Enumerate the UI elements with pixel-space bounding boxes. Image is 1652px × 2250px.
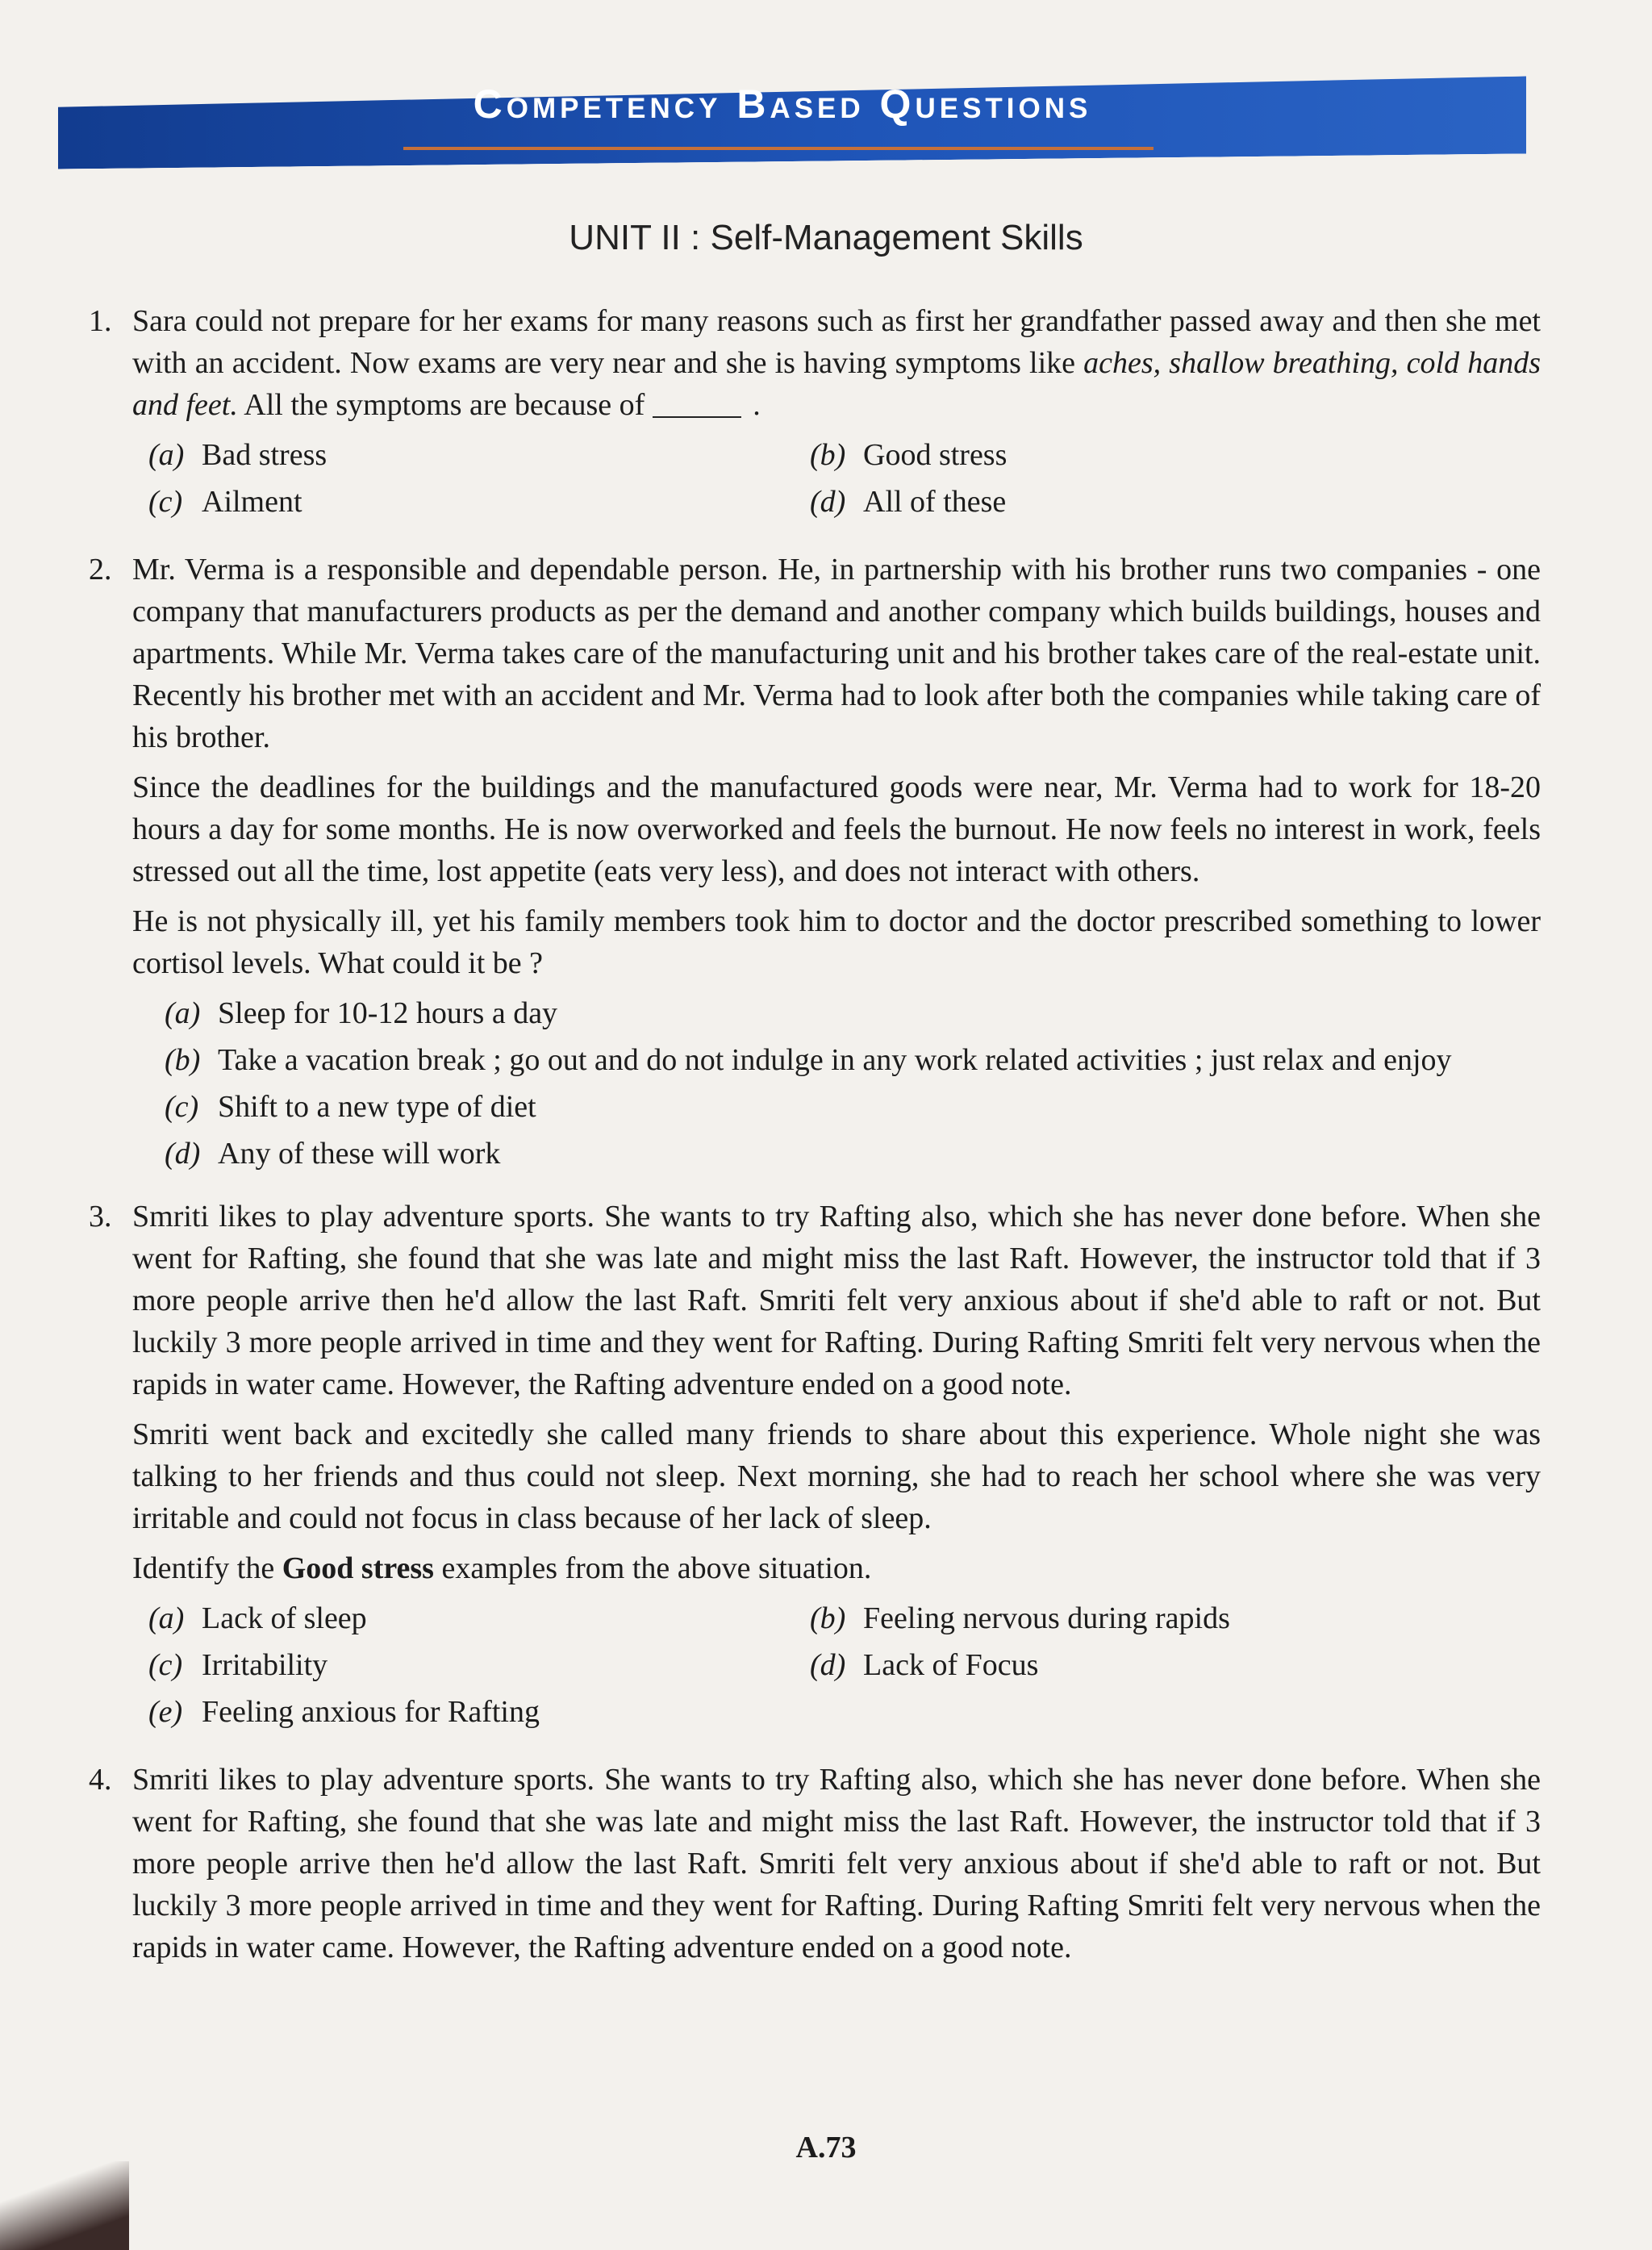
question-4 xyxy=(89,1759,1541,1968)
question-number: 4. xyxy=(89,1763,112,1797)
question-number: 3. xyxy=(89,1200,112,1234)
option-c[interactable]: (c) Ailment xyxy=(148,485,302,519)
option-a[interactable]: (a) Lack of sleep xyxy=(148,1601,367,1635)
page-edge-shadow xyxy=(0,2161,129,2250)
question-1 xyxy=(89,300,1541,528)
question-list xyxy=(89,300,1541,1989)
question-paragraph: Smriti likes to play adventure sports. She wants to try Rafting also, which she has never done before. When she went for Rafting, she found that she was late and might miss the last Raft. However, the instructor told that if 3 more people arrive then he'd allow the last Raft. Smriti felt very anxious about if she'd able to raft or not. But luckily 3 more people arrived in time and they went for Rafting. During Rafting Smriti felt very nervous when the rapids in water came. However, the Rafting adventure ended on a good note. xyxy=(132,1200,1541,1401)
option-b[interactable]: (b) Feeling nervous during rapids xyxy=(810,1601,1230,1635)
options xyxy=(132,1597,1541,1738)
option-c[interactable]: (c) Shift to a new type of diet xyxy=(165,1090,536,1124)
option-d[interactable]: (d) All of these xyxy=(810,485,1007,519)
option-d[interactable]: (d) Any of these will work xyxy=(165,1137,501,1171)
question-paragraph: Smriti likes to play adventure sports. She wants to try Rafting also, which she has never done before. When she went for Rafting, she found that she was late and might miss the last Raft. However, the instructor told that if 3 more people arrive then he'd allow the last Raft. Smriti felt very anxious about if she'd able to raft or not. But luckily 3 more people arrived in time and they went for Rafting. During Rafting Smriti felt very nervous when the rapids in water came. However, the Rafting adventure ended on a good note. xyxy=(132,1763,1541,1964)
option-b[interactable]: (b) Good stress xyxy=(810,438,1007,472)
option-d[interactable]: (d) Lack of Focus xyxy=(810,1648,1039,1682)
page-number: A.73 xyxy=(795,2131,857,2164)
question-3 xyxy=(89,1196,1541,1738)
question-number: 2. xyxy=(89,553,112,587)
question-text: Sara could not prepare for her exams for many reasons such as first her grandfather passed away and then she met with an accident. Now exams are very near and she is having symptoms like aches, shallow breathing, cold hands and feet. All the symptoms are because of . xyxy=(132,304,1541,422)
question-paragraph: Smriti went back and excitedly she called many friends to share about this experience. Whole night she was talking to her friends and thus could not sleep. Next morning, she had to reach her school where she was very irritable and could not focus in class because of her lack of sleep. xyxy=(132,1417,1541,1535)
option-a[interactable]: (a) Bad stress xyxy=(148,438,327,472)
banner-underline xyxy=(403,147,1153,150)
question-prompt: Identify the Good stress examples from the above situation. xyxy=(132,1551,872,1585)
options xyxy=(132,992,1541,1175)
options xyxy=(132,434,1541,528)
question-paragraph: Mr. Verma is a responsible and dependable person. He, in partnership with his brother runs two companies - one company that manufacturers products as per the demand and another company which builds buildings, houses and apartments. While Mr. Verma takes care of the manufacturing unit and his brother takes care of the real-estate unit. Recently his brother met with an accident and Mr. Verma had to look after both the companies while taking care of his brother. xyxy=(132,553,1541,754)
option-e[interactable]: (e) Feeling anxious for Rafting xyxy=(148,1695,540,1729)
banner-title: Competency Based Questions xyxy=(473,81,1092,127)
question-number: 1. xyxy=(89,304,112,338)
unit-title: UNIT II : Self-Management Skills xyxy=(569,218,1083,257)
option-a[interactable]: (a) Sleep for 10-12 hours a day xyxy=(165,996,558,1030)
question-paragraph: Since the deadlines for the buildings and the manufactured goods were near, Mr. Verma had to work for 18-20 hours a day for some months. He is now overworked and feels the burnout. He now feels no interest in work, feels stressed out all the time, lost appetite (eats very less), and does not interact with others. xyxy=(132,770,1541,888)
question-paragraph: He is not physically ill, yet his family members took him to doctor and the doctor prescribed something to lower cortisol levels. What could it be ? xyxy=(132,904,1541,980)
question-2 xyxy=(89,549,1541,1175)
option-c[interactable]: (c) Irritability xyxy=(148,1648,328,1682)
answer-blank xyxy=(653,416,741,418)
option-b[interactable]: (b) Take a vacation break ; go out and do not indulge in any work related activities ; just relax and enjoy xyxy=(165,1043,1452,1077)
